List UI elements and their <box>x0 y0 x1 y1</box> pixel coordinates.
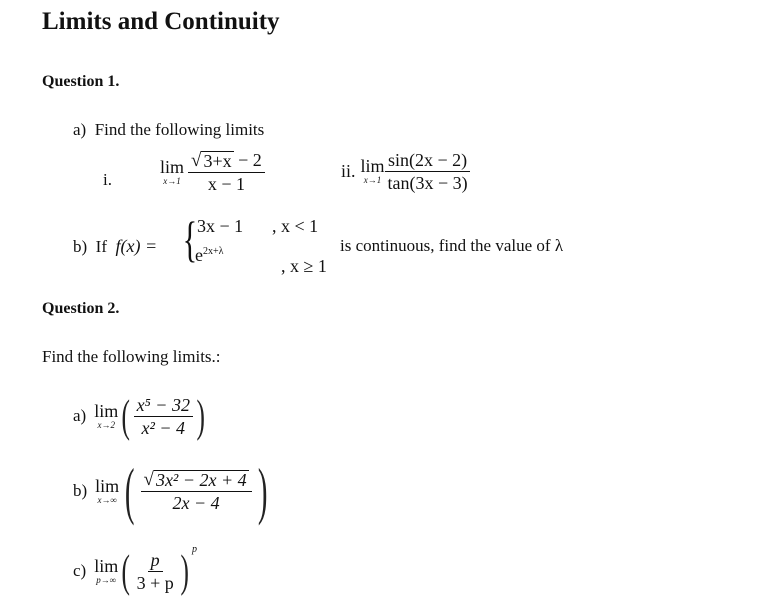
left-paren: ( <box>125 455 135 526</box>
q2-c-expression <box>73 544 198 596</box>
q1-b-text: is continuous, find the value of λ <box>340 236 564 255</box>
q1-a-text: Find the following limits <box>94 120 265 139</box>
q1-ii-fraction <box>385 150 471 193</box>
question-1-heading: Question 1. <box>42 73 120 90</box>
q1-ii-denominator: tan(3x − 3) <box>387 173 468 193</box>
q1-i-num-tail: − 2 <box>233 150 262 170</box>
q2-a-label: a) <box>73 406 87 425</box>
q1-i-limit <box>160 158 184 187</box>
q1-b-cond1: , x < 1 <box>272 216 319 236</box>
q2-a-limit <box>94 402 118 431</box>
q2-c-lim-word: lim <box>94 555 119 576</box>
q2-intro: Find the following limits.: <box>42 347 221 366</box>
q2-b-label: b) <box>73 481 88 500</box>
q1-b-case1: 3x − 1 <box>197 216 244 236</box>
q2-a-fraction <box>134 395 193 438</box>
right-paren: ) <box>180 545 189 596</box>
q2-b-denominator: 2x − 4 <box>172 493 220 513</box>
q1-i-label: i. <box>103 170 112 189</box>
question-2-heading: Question 2. <box>42 300 120 317</box>
q2-b-expression <box>73 455 273 526</box>
q1-i-denominator: x − 1 <box>207 174 245 194</box>
q2-b-numerator <box>141 469 252 492</box>
q1-a-label: a) <box>73 120 87 139</box>
q1-b-if: If <box>95 237 107 256</box>
q2-a-numerator: x⁵ − 32 <box>134 395 193 417</box>
q2-c-numerator: p <box>148 550 163 572</box>
page-title: Limits and Continuity <box>42 8 280 35</box>
q1-i-expression <box>160 150 265 194</box>
q2-b-lim-sub: x→∞ <box>97 494 117 505</box>
q2-c-fraction <box>134 550 177 593</box>
q2-b-limit <box>95 477 119 506</box>
right-paren: ) <box>257 455 268 526</box>
q1-ii-numerator: sin(2x − 2) <box>385 150 470 172</box>
q1-i-numerator <box>188 150 265 173</box>
q2-a-lim-sub: x→2 <box>97 419 115 430</box>
q2-c-label: c) <box>73 561 87 580</box>
q2-a-expression <box>73 390 208 441</box>
q1-i-fraction <box>188 150 265 194</box>
left-paren: ( <box>121 545 131 596</box>
q2-c-limit <box>94 557 118 586</box>
q1-ii-expression <box>341 150 471 193</box>
q1-i-lim-word: lim <box>160 156 185 177</box>
q2-c-lim-sub: p→∞ <box>96 574 117 585</box>
right-paren: ) <box>196 390 205 441</box>
q2-b-radicand: 3x² − 2x + 4 <box>155 470 247 490</box>
q1-b-case2-base: e <box>195 245 203 265</box>
q2-a-lim-word: lim <box>94 400 119 421</box>
q1-b-cond2: , x ≥ 1 <box>281 256 327 276</box>
q1-ii-lim-sub: x→1 <box>363 175 382 185</box>
q2-c-denominator: 3 + p <box>136 572 174 593</box>
q1-part-a <box>73 120 264 140</box>
q1-part-b <box>73 236 157 257</box>
q2-b-lim-word: lim <box>95 475 120 496</box>
q1-ii-label: ii. <box>341 161 356 181</box>
q1-b-case2 <box>195 245 224 266</box>
q1-i-radicand: 3+x <box>203 151 232 171</box>
q1-ii-lim-word: lim <box>360 156 385 176</box>
q1-b-case2-exponent: 2x+λ <box>203 246 224 257</box>
left-paren: ( <box>121 390 131 441</box>
q1-b-function: f(x) = <box>115 236 158 256</box>
q2-c-exponent: p <box>192 544 198 555</box>
left-brace: { <box>182 211 198 267</box>
q2-a-denominator: x² − 4 <box>141 417 186 438</box>
q1-i-lim-sub: x→1 <box>163 175 181 186</box>
q1-i-sqrt: √ 3+x <box>191 150 232 171</box>
q1-b-label: b) <box>73 237 88 256</box>
q2-b-sqrt: √ 3x² − 2x + 4 <box>143 469 247 490</box>
q2-b-fraction <box>141 469 252 513</box>
q1-ii-limit <box>361 157 385 186</box>
